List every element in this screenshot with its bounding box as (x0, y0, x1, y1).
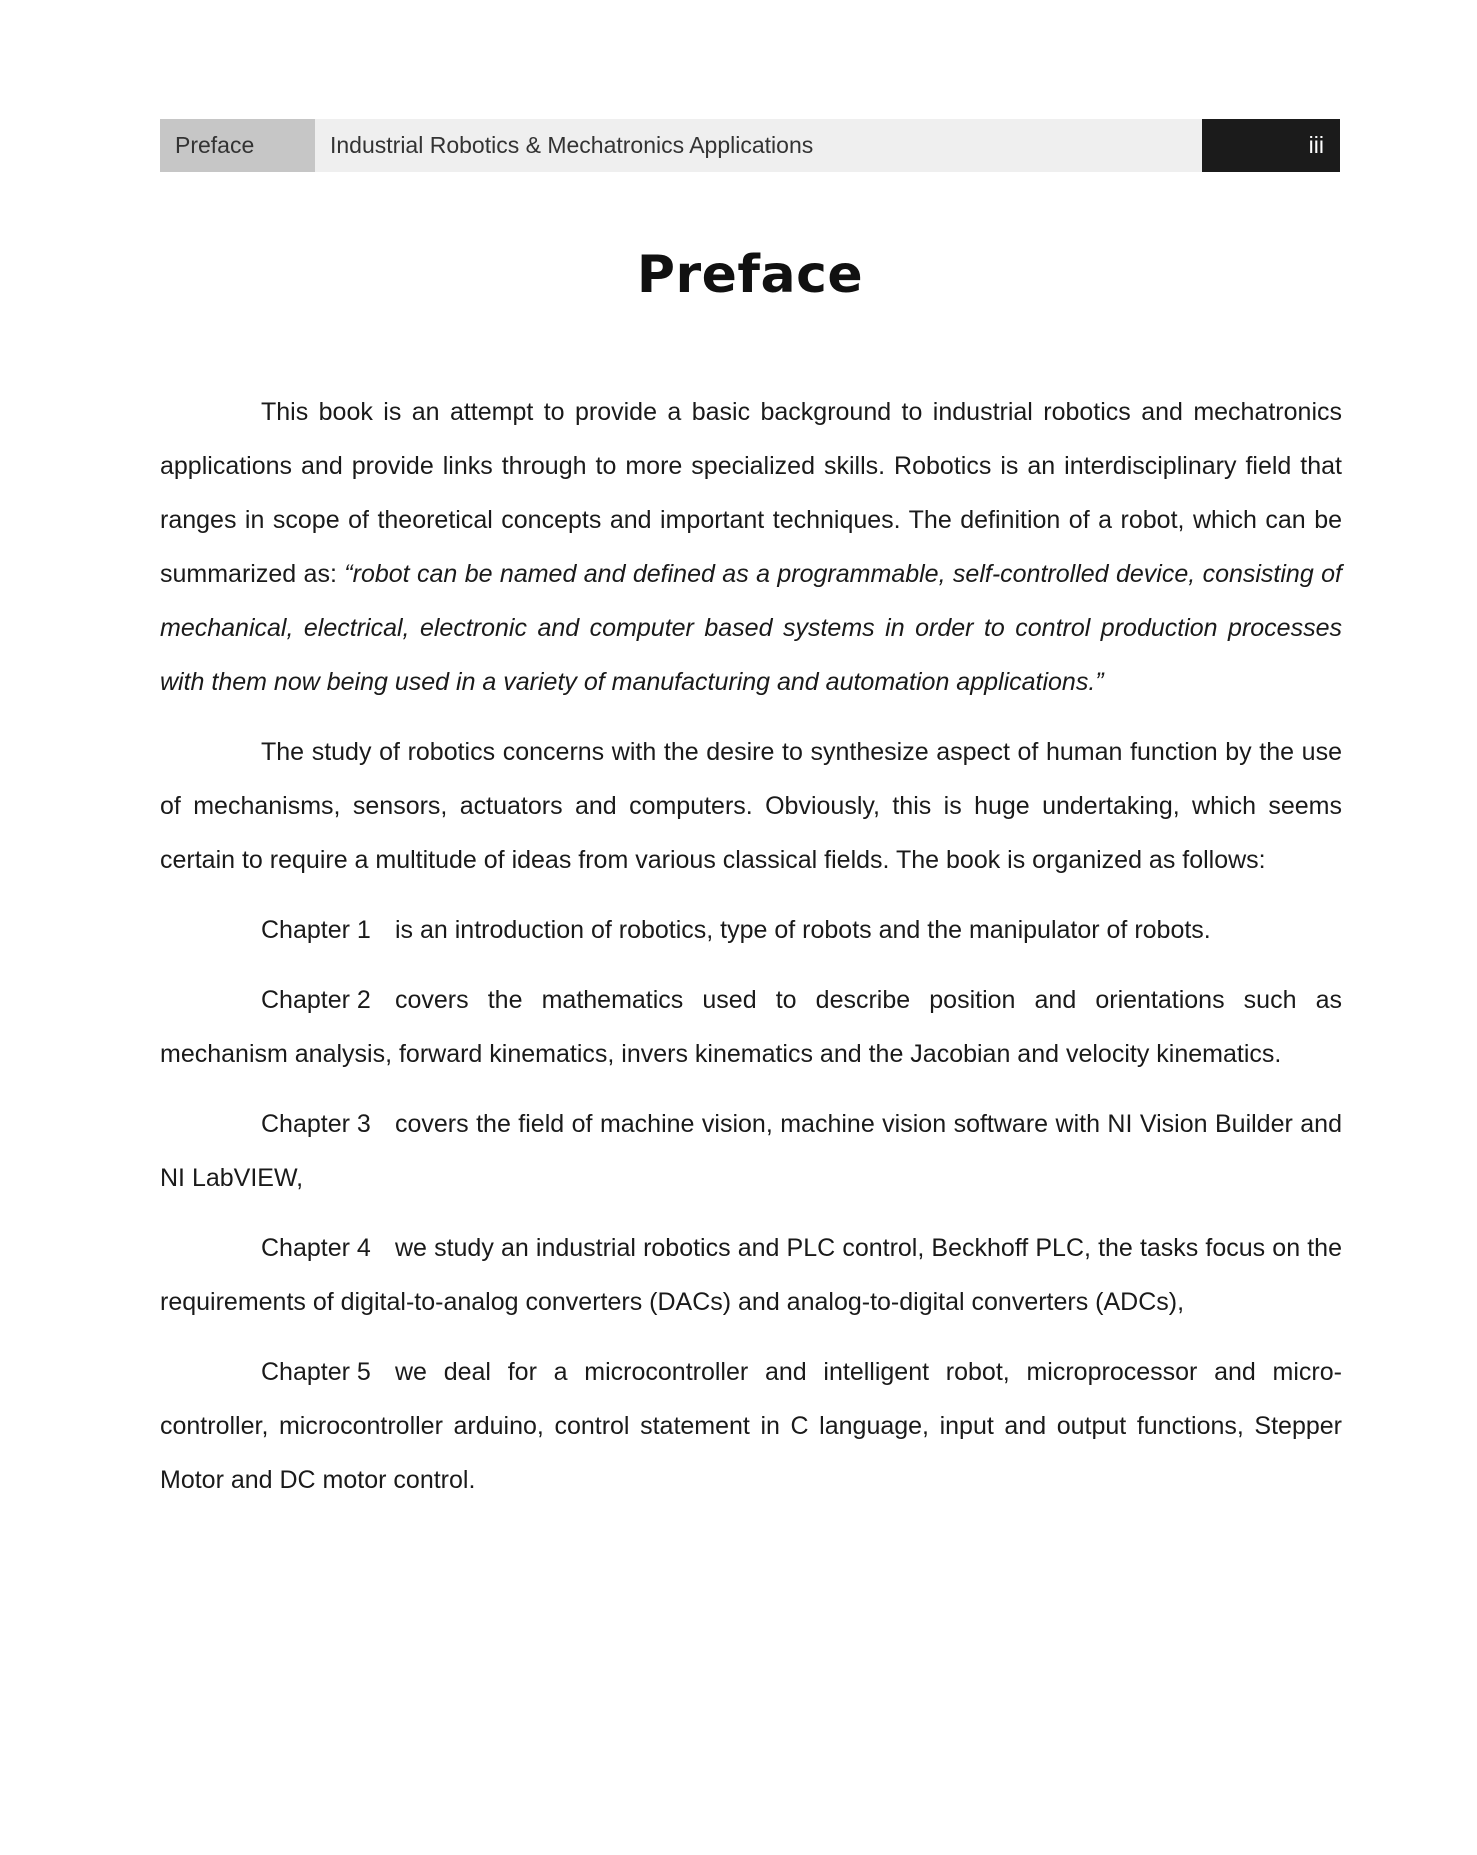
chapter-description: is an introduction of robotics, type of robots and the manipulator of robots. (395, 916, 1211, 944)
chapter-label: Chapter 1 (261, 916, 371, 944)
chapter-item (160, 973, 1342, 1081)
header-section-label: Preface (160, 119, 315, 172)
chapter-label: Chapter 3 (261, 1110, 371, 1138)
chapter-description: covers the field of machine vision, machine vision software with NI Vision Builder and NI LabVIEW, (160, 1110, 1342, 1192)
paragraph-intro (160, 385, 1342, 709)
chapter-description: we deal for a microcontroller and intelligent robot, microprocessor and micro-controller, microcontroller arduino, control statement in C language, input and output functions, Stepper Motor and DC motor control. (160, 1358, 1342, 1494)
robot-definition-quote: “robot can be named and defined as a programmable, self-controlled device, consisting of mechanical, electrical, electronic and computer based systems in order to control production processes with them now being used in a variety of manufacturing and automation applications.” (160, 560, 1342, 696)
body-text (160, 385, 1342, 1523)
chapter-label: Chapter 2 (261, 986, 371, 1014)
chapter-description: covers the mathematics used to describe position and orientations such as mechanism analysis, forward kinematics, invers kinematics and the Jacobian and velocity kinematics. (160, 986, 1342, 1068)
chapter-label: Chapter 5 (261, 1358, 371, 1386)
running-header (160, 119, 1340, 172)
page-number: iii (1202, 119, 1340, 172)
chapter-item (160, 1345, 1342, 1507)
page-title: Preface (636, 245, 864, 305)
chapter-item (160, 903, 1342, 957)
paragraph-intro-text: This book is an attempt to provide a basic background to industrial robotics and mechatronics applications and provide links through to more specialized skills. Robotics is an interdisciplinary field that ranges in scope of theoretical concepts and important techniques. The definition of a robot, which can be summarized as: (160, 398, 1342, 588)
paragraph-study: The study of robotics concerns with the desire to synthesize aspect of human function by the use of mechanisms, sensors, actuators and computers. Obviously, this is huge undertaking, which seems certain to require a multitude of ideas from various classical fields. The book is organized as follows: (160, 738, 1342, 874)
chapter-item (160, 1097, 1342, 1205)
chapter-item (160, 1221, 1342, 1329)
chapter-description: we study an industrial robotics and PLC control, Beckhoff PLC, the tasks focus on the requirements of digital-to-analog converters (DACs) and analog-to-digital converters (ADCs), (160, 1234, 1342, 1316)
chapter-label: Chapter 4 (261, 1234, 371, 1262)
header-book-title: Industrial Robotics & Mechatronics Applications (315, 119, 1202, 172)
